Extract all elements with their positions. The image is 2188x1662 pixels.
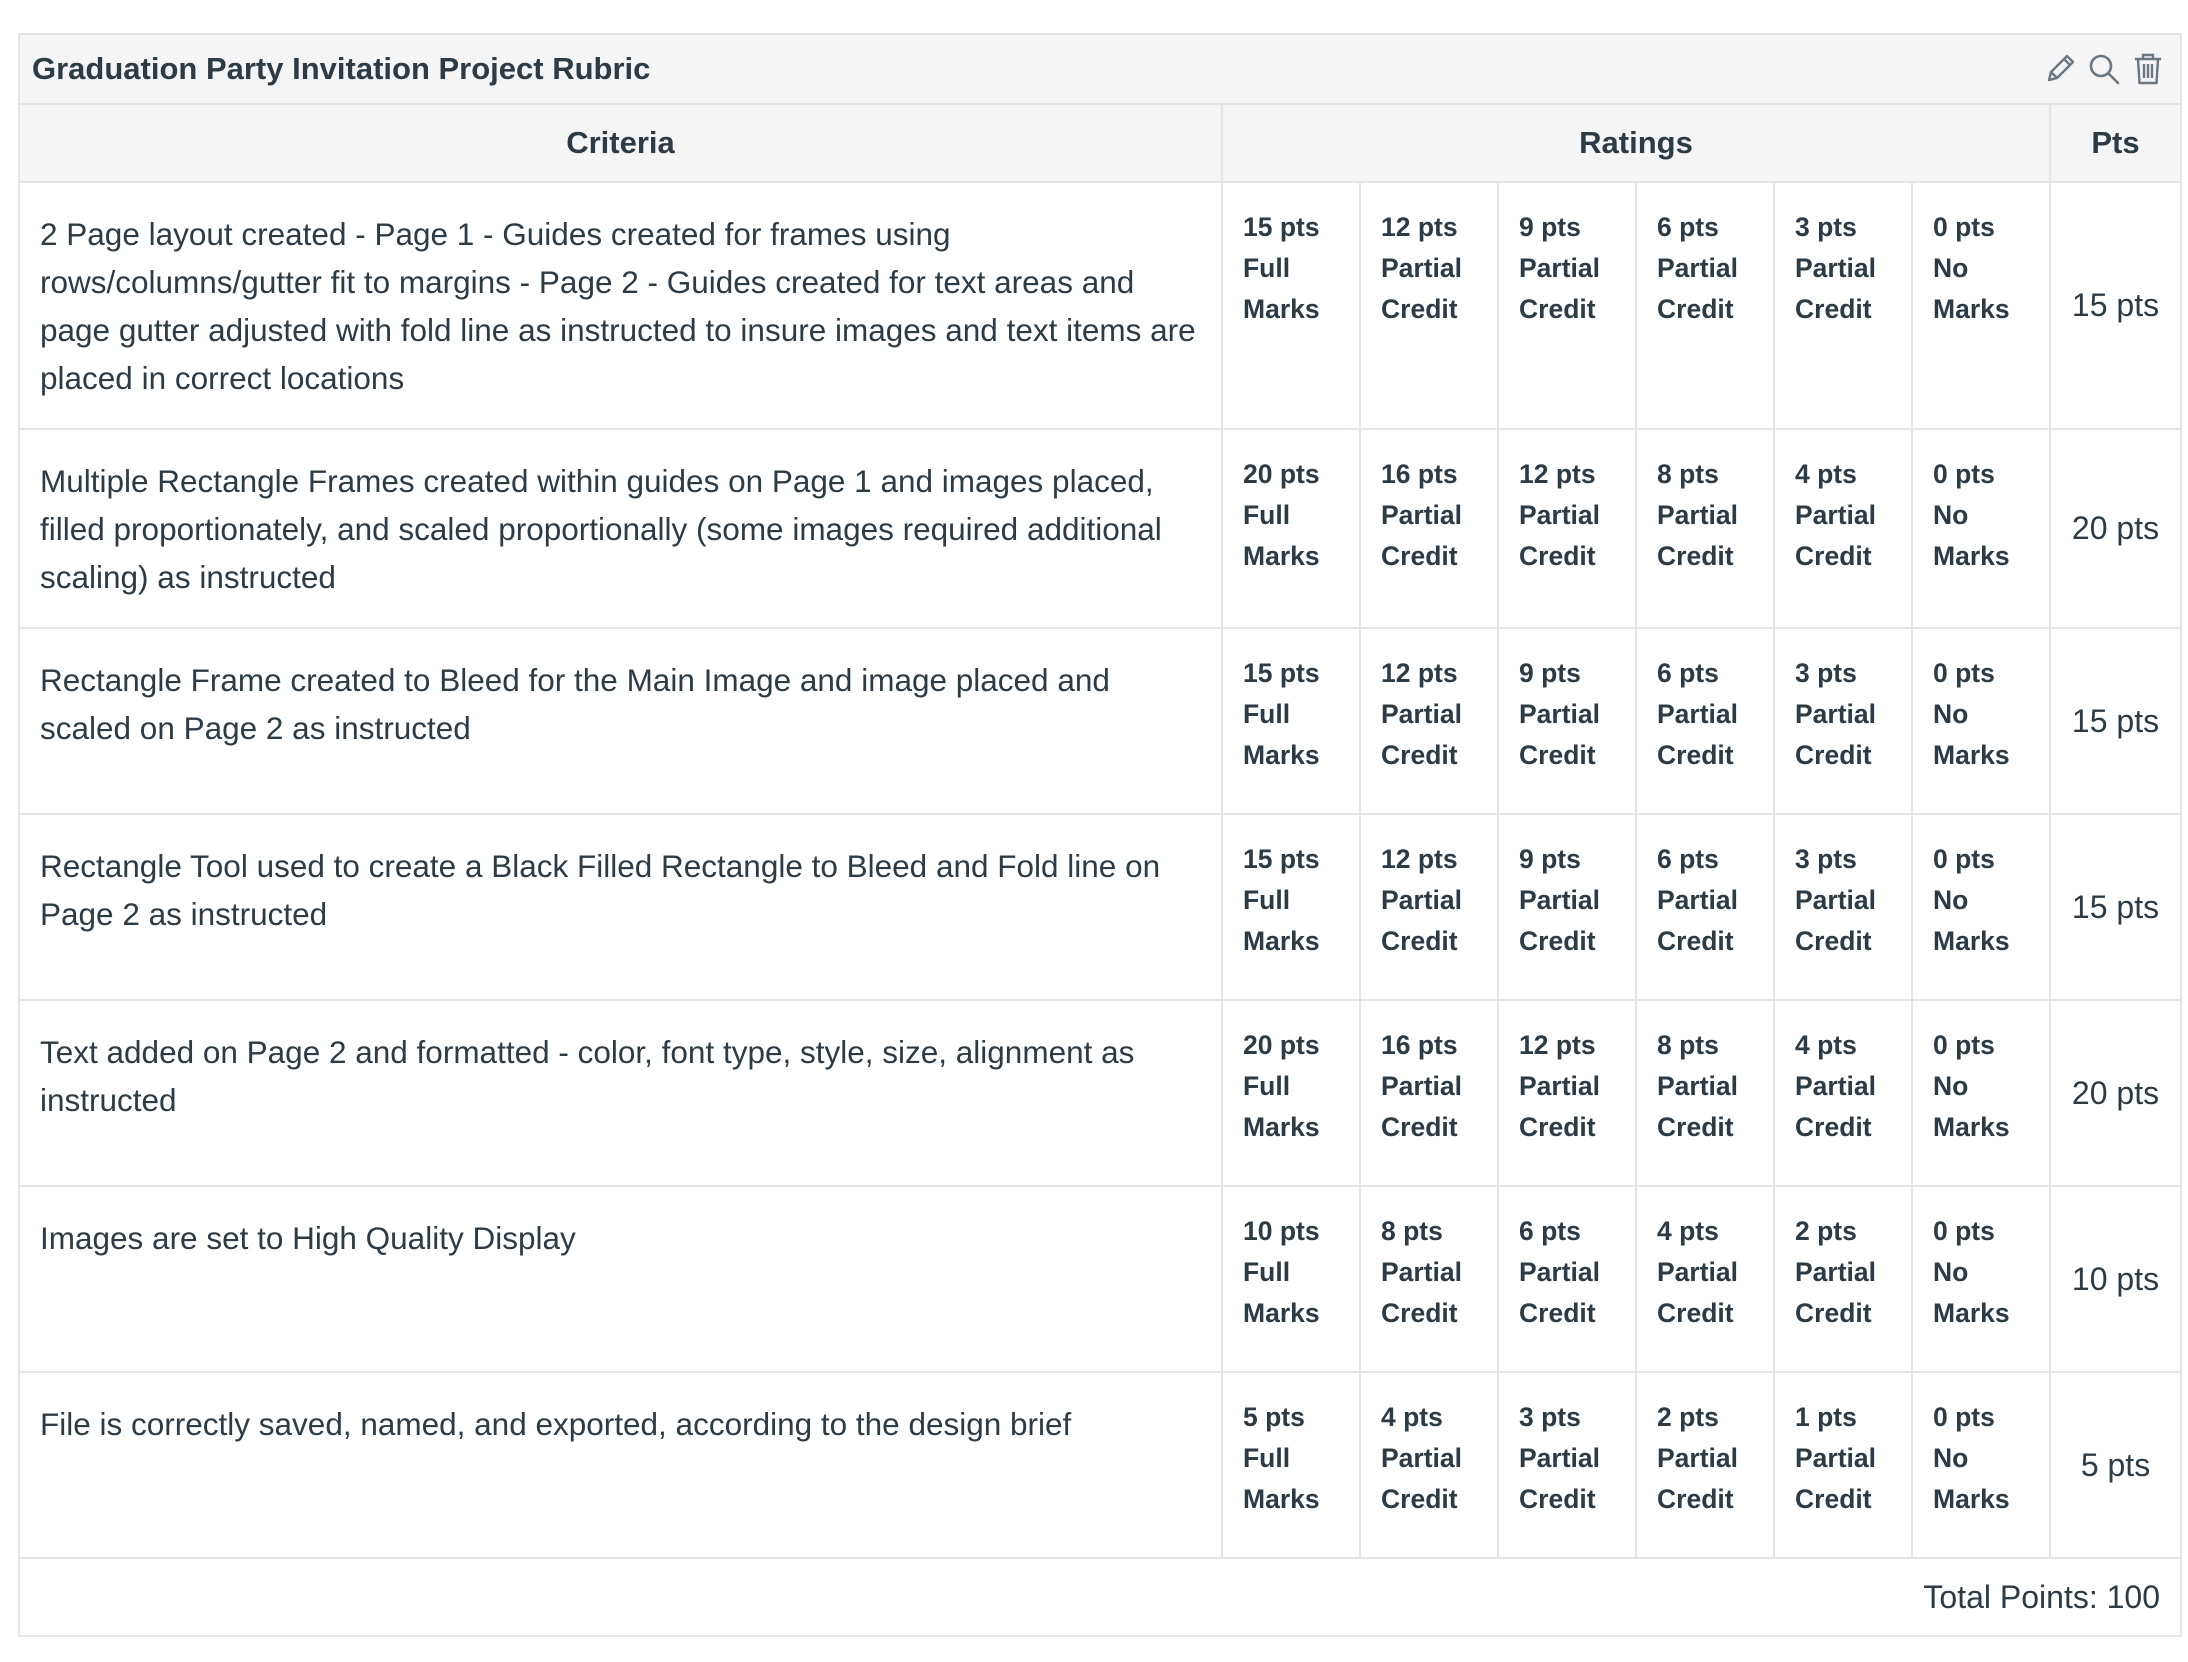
rating-points: 6 pts [1657,212,1719,242]
rating-points: 10 pts [1243,1216,1320,1246]
rating-points: 12 pts [1381,212,1458,242]
rating-description: Full Marks [1243,500,1320,571]
rubric-table [20,105,2180,1635]
criterion-description: Rectangle Frame created to Bleed for the Main Image and image placed and scaled on Page 2 as instructed [20,628,1222,814]
rating-points: 1 pts [1795,1402,1857,1432]
criterion-row [20,1372,2180,1558]
criterion-points: 15 pts [2050,182,2180,429]
rubric-header [20,35,2180,105]
rating-points: 4 pts [1795,459,1857,489]
rating-cell[interactable] [1498,182,1636,429]
criterion-points: 15 pts [2050,814,2180,1000]
rating-points: 15 pts [1243,844,1320,874]
rating-description: Partial Credit [1795,1443,1877,1514]
rating-points: 6 pts [1657,658,1719,688]
rating-points: 15 pts [1243,212,1320,242]
rating-points: 16 pts [1381,459,1458,489]
rating-cell[interactable] [1222,182,1360,429]
rating-cell[interactable] [1912,182,2050,429]
rating-points: 5 pts [1243,1402,1305,1432]
criterion-row [20,628,2180,814]
rating-description: Partial Credit [1519,253,1601,324]
rating-points: 4 pts [1381,1402,1443,1432]
rating-description: Partial Credit [1519,885,1601,956]
rating-description: Partial Credit [1519,1071,1601,1142]
rating-points: 12 pts [1381,658,1458,688]
rating-description: Full Marks [1243,1257,1320,1328]
rating-cell[interactable] [1498,1372,1636,1558]
rating-points: 0 pts [1933,212,1995,242]
edit-icon[interactable] [2042,51,2078,87]
rating-points: 9 pts [1519,658,1581,688]
rating-points: 8 pts [1657,459,1719,489]
rating-description: Partial Credit [1795,699,1877,770]
rating-cell[interactable] [1774,182,1912,429]
rating-description: Partial Credit [1795,500,1877,571]
rating-points: 6 pts [1519,1216,1581,1246]
rubric-title: Graduation Party Invitation Project Rubric [32,51,651,86]
criterion-description: Rectangle Tool used to create a Black Filled Rectangle to Bleed and Fold line on Page 2 as instructed [20,814,1222,1000]
rating-description: Partial Credit [1657,1071,1739,1142]
criterion-points: 5 pts [2050,1372,2180,1558]
rating-description: Partial Credit [1381,699,1463,770]
criterion-row [20,1000,2180,1186]
rating-points: 0 pts [1933,844,1995,874]
rating-points: 0 pts [1933,459,1995,489]
rating-points: 3 pts [1795,658,1857,688]
rating-description: Full Marks [1243,1443,1320,1514]
rating-cell[interactable] [1360,1372,1498,1558]
rating-description: No Marks [1933,1257,2010,1328]
rating-description: Partial Credit [1657,253,1739,324]
search-icon[interactable] [2086,51,2122,87]
criterion-row [20,182,2180,429]
criterion-points: 20 pts [2050,429,2180,628]
rating-description: No Marks [1933,1071,2010,1142]
rating-points: 12 pts [1519,1030,1596,1060]
criterion-row [20,429,2180,628]
rating-description: No Marks [1933,885,2010,956]
rating-cell[interactable] [1636,814,1774,1000]
total-points: Total Points: 100 [1923,1578,2160,1615]
rating-description: Partial Credit [1381,1071,1463,1142]
rating-description: Partial Credit [1657,1443,1739,1514]
rating-description: Partial Credit [1381,1443,1463,1514]
criteria-header: Criteria [20,105,1222,182]
rating-points: 15 pts [1243,658,1320,688]
total-row [20,1558,2180,1635]
rating-cell[interactable] [1774,1372,1912,1558]
rating-points: 4 pts [1795,1030,1857,1060]
criterion-description: 2 Page layout created - Page 1 - Guides created for frames using rows/columns/gutter fit to margins - Page 2 - Guides created for text areas and page gutter adjusted with fold line as instructed to insure images and text items are placed in correct locations [20,182,1222,429]
rating-description: Partial Credit [1795,1071,1877,1142]
rating-points: 9 pts [1519,844,1581,874]
criterion-description: File is correctly saved, named, and exported, according to the design brief [20,1372,1222,1558]
rating-cell[interactable] [1360,814,1498,1000]
criterion-row [20,1186,2180,1372]
rating-cell[interactable] [1222,1000,1360,1186]
rating-points: 20 pts [1243,1030,1320,1060]
rating-points: 16 pts [1381,1030,1458,1060]
rating-cell[interactable] [1360,1186,1498,1372]
rating-description: Partial Credit [1381,1257,1463,1328]
criterion-description: Text added on Page 2 and formatted - color, font type, style, size, alignment as instructed [20,1000,1222,1186]
rating-description: Partial Credit [1795,253,1877,324]
rating-cell[interactable] [1636,628,1774,814]
rating-description: Partial Credit [1381,500,1463,571]
rating-description: Partial Credit [1795,885,1877,956]
rating-cell[interactable] [1636,429,1774,628]
rating-cell[interactable] [1636,1186,1774,1372]
rating-points: 2 pts [1657,1402,1719,1432]
rating-cell[interactable] [1360,429,1498,628]
rating-description: No Marks [1933,253,2010,324]
criterion-description: Multiple Rectangle Frames created within guides on Page 1 and images placed, filled proportionately, and scaled proportionally (some images required additional scaling) as instructed [20,429,1222,628]
rating-points: 12 pts [1519,459,1596,489]
rating-description: Partial Credit [1519,500,1601,571]
rubric-actions [2042,51,2166,87]
rating-cell[interactable] [1222,814,1360,1000]
rating-cell[interactable] [1498,429,1636,628]
rating-cell[interactable] [1360,182,1498,429]
rating-description: Partial Credit [1657,885,1739,956]
rating-cell[interactable] [1636,1000,1774,1186]
rating-cell[interactable] [1774,429,1912,628]
rating-points: 4 pts [1657,1216,1719,1246]
trash-icon[interactable] [2130,51,2166,87]
rating-points: 3 pts [1519,1402,1581,1432]
rating-cell[interactable] [1912,1372,2050,1558]
rating-points: 0 pts [1933,1030,1995,1060]
rating-description: Partial Credit [1381,253,1463,324]
rating-cell[interactable] [1498,628,1636,814]
rating-points: 12 pts [1381,844,1458,874]
rating-cell[interactable] [1636,182,1774,429]
rating-cell[interactable] [1912,1000,2050,1186]
rating-description: Full Marks [1243,1071,1320,1142]
rating-points: 0 pts [1933,1402,1995,1432]
rating-points: 0 pts [1933,658,1995,688]
rating-cell[interactable] [1912,814,2050,1000]
rubric-body [20,182,2180,1558]
rating-points: 20 pts [1243,459,1320,489]
rating-points: 9 pts [1519,212,1581,242]
rating-cell[interactable] [1498,1186,1636,1372]
rubric-header-row [20,105,2180,182]
rating-points: 0 pts [1933,1216,1995,1246]
rating-cell[interactable] [1498,814,1636,1000]
rating-cell[interactable] [1360,1000,1498,1186]
rating-description: Partial Credit [1657,699,1739,770]
rating-points: 3 pts [1795,212,1857,242]
rubric-panel [18,33,2182,1637]
rating-cell[interactable] [1636,1372,1774,1558]
rating-points: 2 pts [1795,1216,1857,1246]
rating-description: No Marks [1933,500,2010,571]
rating-cell[interactable] [1912,1186,2050,1372]
rating-description: No Marks [1933,1443,2010,1514]
criterion-description: Images are set to High Quality Display [20,1186,1222,1372]
criterion-points: 20 pts [2050,1000,2180,1186]
rating-cell[interactable] [1498,1000,1636,1186]
rating-cell[interactable] [1222,1372,1360,1558]
rating-points: 3 pts [1795,844,1857,874]
rating-description: Full Marks [1243,253,1320,324]
rating-description: Partial Credit [1795,1257,1877,1328]
rating-cell[interactable] [1912,628,2050,814]
rating-cell[interactable] [1774,1000,1912,1186]
rating-cell[interactable] [1360,628,1498,814]
rating-cell[interactable] [1774,1186,1912,1372]
rating-points: 8 pts [1657,1030,1719,1060]
rating-description: Partial Credit [1519,1443,1601,1514]
rating-description: Full Marks [1243,699,1320,770]
rating-points: 8 pts [1381,1216,1443,1246]
rating-cell[interactable] [1222,429,1360,628]
pts-header: Pts [2050,105,2180,182]
rating-description: No Marks [1933,699,2010,770]
rating-cell[interactable] [1222,1186,1360,1372]
criterion-row [20,814,2180,1000]
rating-cell[interactable] [1774,628,1912,814]
criterion-points: 15 pts [2050,628,2180,814]
ratings-header: Ratings [1222,105,2050,182]
criterion-points: 10 pts [2050,1186,2180,1372]
rating-cell[interactable] [1774,814,1912,1000]
rating-description: Partial Credit [1657,500,1739,571]
rating-cell[interactable] [1222,628,1360,814]
rating-points: 6 pts [1657,844,1719,874]
rating-description: Partial Credit [1519,699,1601,770]
rating-description: Partial Credit [1519,1257,1601,1328]
rating-description: Full Marks [1243,885,1320,956]
rating-description: Partial Credit [1381,885,1463,956]
rating-description: Partial Credit [1657,1257,1739,1328]
rating-cell[interactable] [1912,429,2050,628]
